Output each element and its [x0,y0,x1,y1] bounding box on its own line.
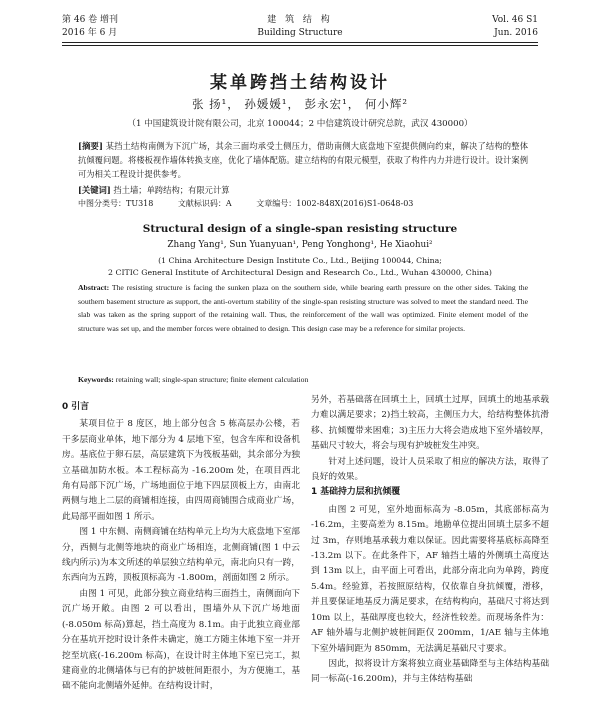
affiliation-cn: （1 中国建筑设计院有限公司，北京 100044；2 中信建筑设计研究总院，武汉 430000） [127,119,473,129]
abstract-en [78,281,528,335]
authors-en: Zhang Yang¹, Sun Yuanyuan¹, Peng Yonghong¹, He Xiaohui² [167,240,433,250]
abstract-text-en: The resisting structure is facing the sunken plaza on the southern side, while bearing earth pressure on the other sides. Taking the southern basement structure as support, the anti-overturn stability of the single-span resisting structure was solved to meet the standard need. The slab was taken as the spring support of the retaining wall. Thus, the reinforcement of the wall was optimized. Finite element model of the structure was set up, and the member forces were obtained to design. This design case may be a reference for similar projects. [78,283,528,333]
cls-number: 中图分类号：TU318 [78,199,154,208]
right-paragraph-4: 因此，拟将设计方案将独立商业基础降至与主体结构基础同一标高(-16.200m)，并与主体结构基础 [311,658,549,685]
keywords-text-cn: 挡土墙；单跨结构；有限元计算 [113,185,230,195]
header-date-en: Jun. 2016 [494,28,538,38]
left-paragraph-2: 图 1 中东侧、南侧商铺在结构单元上均为大底盘地下室部分，西侧与北侧等地块的商业广场相连，北侧商铺(图 1 中云线内所示)为本文所述的单层独立结构单元，南北向只有一跨，东西向为五跨，顶板顶标高为 -1.800m，剖面如图 2 所示。 [62,527,300,584]
header-date-cn: 2016 年 6 月 [62,28,118,38]
left-paragraph-3: 由图 1 可见，此部分独立商业结构三面挡土，南侧面向下沉广场开敞。由图 2 可以看出，围墙外从下沉广场地面(-8.050m 标高)算起，挡土高度为 8.1m。由于此独立商业部分在基坑开挖时设计条件未确定，施工方随主体地下室一并开挖至坑底(-16.200m 标高)，在设计时主体地下室已完工，拟建商业的北侧墙体与已有的护坡桩间距很小，为方便施工，基础不能向北侧墙外延伸。在结构设计时， [62,588,300,692]
keywords-en [78,375,528,384]
header-volume-cn: 第 46 卷 增刊 [62,15,119,25]
paper-title-en: Structural design of a single-span resisting structure [142,223,458,235]
header-journal-cn: 建 筑 结 构 [267,15,333,25]
abstract-cn [78,139,528,181]
paper-title-cn: 某单跨挡土结构设计 [210,73,390,93]
article-number: 文章编号：1002-848X(2016)S1-0648-03 [256,199,414,208]
abstract-label-cn: [摘要] [78,141,103,151]
left-paragraph-1: 某项目位于 8 度区，地上部分包含 5 栋高层办公楼，若干多层商业单体，地下部分为 4 层地下室，包含车库和设备机房。基底位于卵石层，高层建筑下为筏板基础，其余部分为独立基础加防水板。本工程标高为 -16.200m 处，在项目西北角有局部下沉广场，广场地面位于地下四层顶板上方，由南北两侧与地上二层的商铺相连接，由四周商铺围合成商业广场，此局部平面如图 1 所示。 [62,419,300,522]
body-left-column [62,400,300,695]
header-rule-bottom [62,45,538,46]
section-1-heading: 1 基础持力层和抗倾覆 [311,487,401,498]
keywords-text-en: retaining wall; single-span structure; finite element calculation [115,375,309,384]
abstract-text-cn: 某挡土结构南侧为下沉广场，其余三面均承受土侧压力，借助南侧大底盘地下室提供侧向约束，解决了结构的整体抗倾覆问题。将楼板视作墙体转换支座，优化了墙体配筋。建立结构的有限元模型，获取了构件内力并进行设计。设计案例可为相关工程设计提供参考。 [78,141,528,179]
header-rule-top [62,42,538,43]
right-paragraph-2: 针对上述问题，设计人员采取了相应的解决方法，取得了良好的效果。 [311,456,549,483]
section-0-heading: 0 引言 [62,402,90,412]
header-volume-en: Vol. 46 S1 [492,15,538,25]
authors-cn: 张 扬¹， 孙媛媛¹， 彭永宏¹， 何小辉² [191,97,409,111]
header-journal-en: Building Structure [257,28,343,38]
body-right-column [311,393,549,688]
abstract-label-en: Abstract: [78,283,110,292]
right-paragraph-3: 由图 2 可见，室外地面标高为 -8.05m，其底部标高为 -16.2m，主要高差为 8.15m。地勘单位提出回填土层多不超过 3m，存则地基承载力难以保证。因此需要将基底标高降至 -13.2m 以下。在此条件下，AF 轴挡土墙的外侧填土高度达到 13m 以上，由平面上可看出，此部分南北向为单跨，跨度 5.4m。经验算，若按照原结构，仅依靠自身抗倾覆，滑移，并且要保证地基反力满足要求，在结构构向，基础尺寸将达到 10m 以上，基础厚度也较大，经济性较差。而现场条件为：AF 轴外墙与北侧护坡桩间距仅 200mm，1/AE 轴与主体地下室外墙间距为 850mm，无法满足基础尺寸要求。 [311,504,549,654]
document-code: 文献标识码：A [177,199,232,208]
classification-line [78,198,528,209]
affiliation-en-1: (1 China Architecture Design Institute Co., Ltd., Beijing 100044, China; [158,256,442,265]
right-paragraph-1: 另外，若基础落在回填土上，回填土过厚，回填土的地基承载力难以满足要求；2)挡土较高，主侧压力大，给结构整体抗滑移、抗倾覆带来困难；3)主压力大将会造成地下室外墙较厚，基础尺寸较大，将会与现有护坡桩发生冲突。 [311,395,549,452]
keywords-label-cn: [关键词] [78,185,111,195]
keywords-label-en: Keywords: [78,375,114,384]
affiliation-en-2: 2 CITIC General Institute of Architectural Design and Research Co., Ltd., Wuhan 430000, China) [108,268,492,277]
keywords-cn [78,184,528,196]
